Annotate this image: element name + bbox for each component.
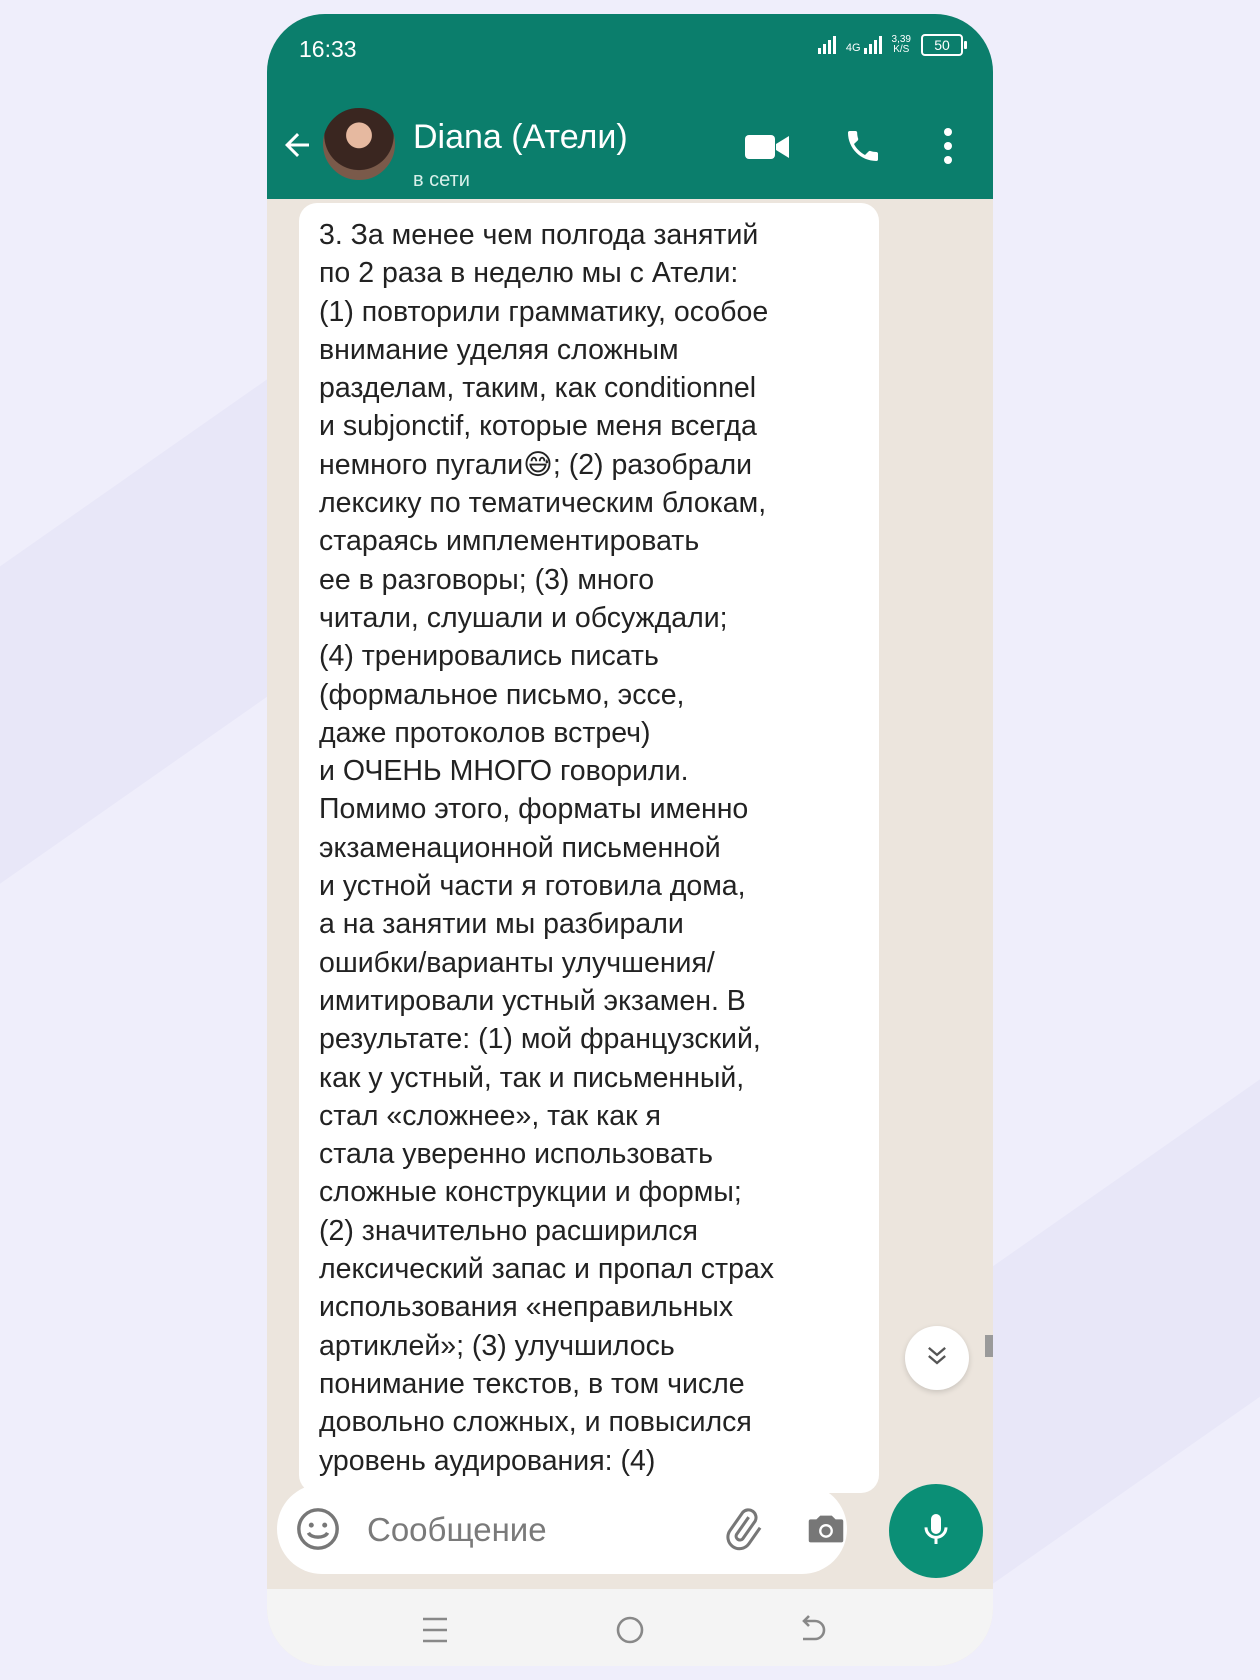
back-nav-icon[interactable] (797, 1613, 829, 1652)
arrow-left-icon[interactable] (279, 127, 315, 170)
voice-message-button[interactable] (889, 1484, 983, 1578)
recent-apps-icon[interactable] (421, 1615, 449, 1650)
network-speed-unit: K/S (893, 44, 910, 55)
home-icon[interactable] (614, 1614, 646, 1651)
message-text: 3. За менее чем полгода занятий по 2 раза в неделю мы с Атели: (1) повторили грамматику, особое внимание уделяя сложным разделам, таким, как conditionnel и subjonctif, которые меня всегда немного пугали😅; (2) разобрали лексику по тематическим блокам, стараясь имплементировать ее в разговоры; (3) много читали, слушали и обсуждали; (4) тренировались писать (формальное письмо, эссе, даже протоколов встреч) и ОЧЕНЬ МНОГО говорили. Помимо этого, форматы именно экзаменационной письменной и устной части я готовила дома, а на занятии мы разбирали ошибки/варианты улучшения/ имитировали устный экзамен. В результате: (1) мой французский, как у устный, так и письменный, стал «сложнее», так как я стала уверенно использовать сложные конструкции и формы; (2) значительно расширился лексический запас и пропал страх использования «неправильных артиклей»; (3) улучшилось понимание текстов, в том числе довольно сложных, и повысился уровень аудирования: (4) (319, 219, 775, 1477)
signal-icon (864, 36, 882, 54)
network-speed: 3,39 (891, 34, 911, 45)
chat-area[interactable] (267, 199, 993, 1494)
emoji-icon[interactable] (295, 1506, 341, 1557)
system-navigation-bar (267, 1589, 993, 1666)
battery-icon: 50 (921, 34, 963, 56)
signal-icon (818, 36, 836, 54)
paperclip-icon[interactable] (719, 1506, 765, 1557)
more-vertical-icon[interactable] (941, 126, 955, 171)
camera-icon[interactable] (803, 1506, 849, 1557)
microphone-icon (916, 1509, 956, 1554)
message-input[interactable]: Сообщение (367, 1511, 547, 1548)
contact-name[interactable]: Diana (Атели) (413, 118, 628, 156)
status-indicators (818, 34, 963, 56)
phone-icon[interactable] (843, 126, 883, 171)
chat-header (267, 14, 993, 199)
avatar[interactable] (321, 106, 397, 182)
status-time: 16:33 (299, 36, 357, 62)
video-call-icon[interactable] (745, 132, 789, 167)
presence-status: в сети (413, 169, 470, 191)
scrollbar-thumb[interactable] (985, 1335, 993, 1357)
chevron-double-down-icon (923, 1342, 951, 1375)
scroll-down-button[interactable] (905, 1326, 969, 1390)
phone-screen (267, 14, 993, 1666)
message-bubble[interactable] (299, 203, 879, 1493)
message-composer[interactable] (277, 1484, 847, 1574)
network-type: 4G (845, 42, 861, 54)
